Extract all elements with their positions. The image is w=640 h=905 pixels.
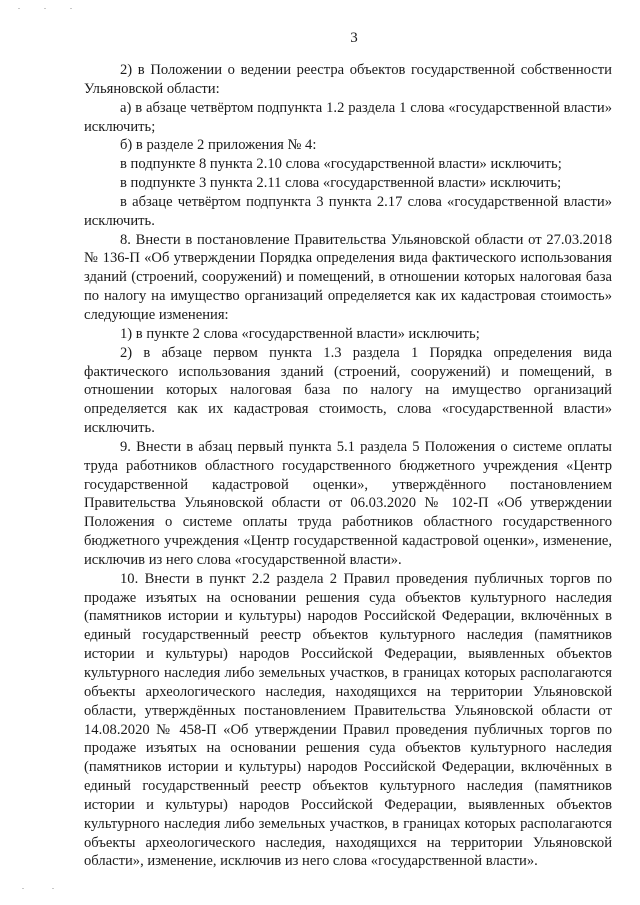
scan-artifact: [44, 8, 46, 9]
paragraph: 8. Внести в постановление Правительства Ульяновской области от 27.03.2018 № 136-П «Об утверждении Порядка определения вида фактического использования зданий (строений, сооружений) и помещений, в отношении которых налоговая база по налогу на имущество организаций определяется как их кадастровая стоимость» следующие изменения:: [84, 231, 612, 323]
paragraph: в абзаце четвёртом подпункта 3 пункта 2.17 слова «государственной власти» исключить.: [84, 193, 612, 229]
scan-artifact: [70, 8, 72, 9]
page-number: 3: [350, 30, 358, 46]
paragraph: 10. Внести в пункт 2.2 раздела 2 Правил проведения публичных торгов по продаже изъятых на основании решения суда объектов культурного наследия (памятников истории и культуры) народов Российской Федерации, включённых в единый государственный реестр объектов культурного наследия (памятников истории и культуры) народов Российской Федерации, выявленных объектов культурного наследия либо земельных участков, в границах которых располагаются объекты археологического наследия, находящихся на территории Ульяновской области, утверждённых постановлением Правительства Ульяновской области от 14.08.2020 № 458-П «Об утверждении Правил проведения публичных торгов по продаже изъятых на основании решения суда объектов культурного наследия (памятников истории и культуры) народов Российской Федерации, включённых в единый государственный реестр объектов культурного наследия (памятников истории и культуры) народов Российской Федерации, выявленных объектов культурного наследия либо земельных участков, в границах которых располагаются объекты археологического наследия, находящихся на территории Ульяновской области», изменение, исключив из него слова «государственной власти».: [84, 570, 612, 870]
paragraph: в подпункте 3 пункта 2.11 слова «государственной власти» исключить;: [120, 175, 562, 192]
paragraph: 9. Внести в абзац первый пункта 5.1 раздела 5 Положения о системе оплаты труда работников областного государственного бюджетного учреждения «Центр государственной кадастровой оценки», утверждённого постановлением Правительства Ульяновской области от 06.03.2020 № 102-П «Об утверждении Положения о системе оплаты труда работников областного государственного бюджетного учреждения «Центр государственной кадастровой оценки», изменение, исключив из него слова «государственной власти».: [84, 438, 612, 568]
paragraph: 1) в пункте 2 слова «государственной власти» исключить;: [120, 325, 480, 342]
paragraph: а) в абзаце четвёртом подпункта 1.2 раздела 1 слова «государственной власти» исключить;: [84, 99, 612, 135]
paragraph: в подпункте 8 пункта 2.10 слова «государственной власти» исключить;: [120, 156, 562, 173]
paragraph: 2) в абзаце первом пункта 1.3 раздела 1 Порядка определения вида фактического использования зданий (строений, сооружений) и помещений, в отношении которых налоговая база по налогу на имущество организаций определяется как их кадастровая стоимость, слова «государственной власти» исключить.: [84, 344, 612, 437]
scan-artifact: [52, 888, 54, 889]
paragraph: 2) в Положении о ведении реестра объектов государственной собственности Ульяновской области:: [84, 62, 612, 97]
scan-artifact: [18, 8, 20, 9]
paragraph: б) в разделе 2 приложения № 4:: [120, 137, 317, 154]
scan-artifact: [22, 888, 24, 889]
